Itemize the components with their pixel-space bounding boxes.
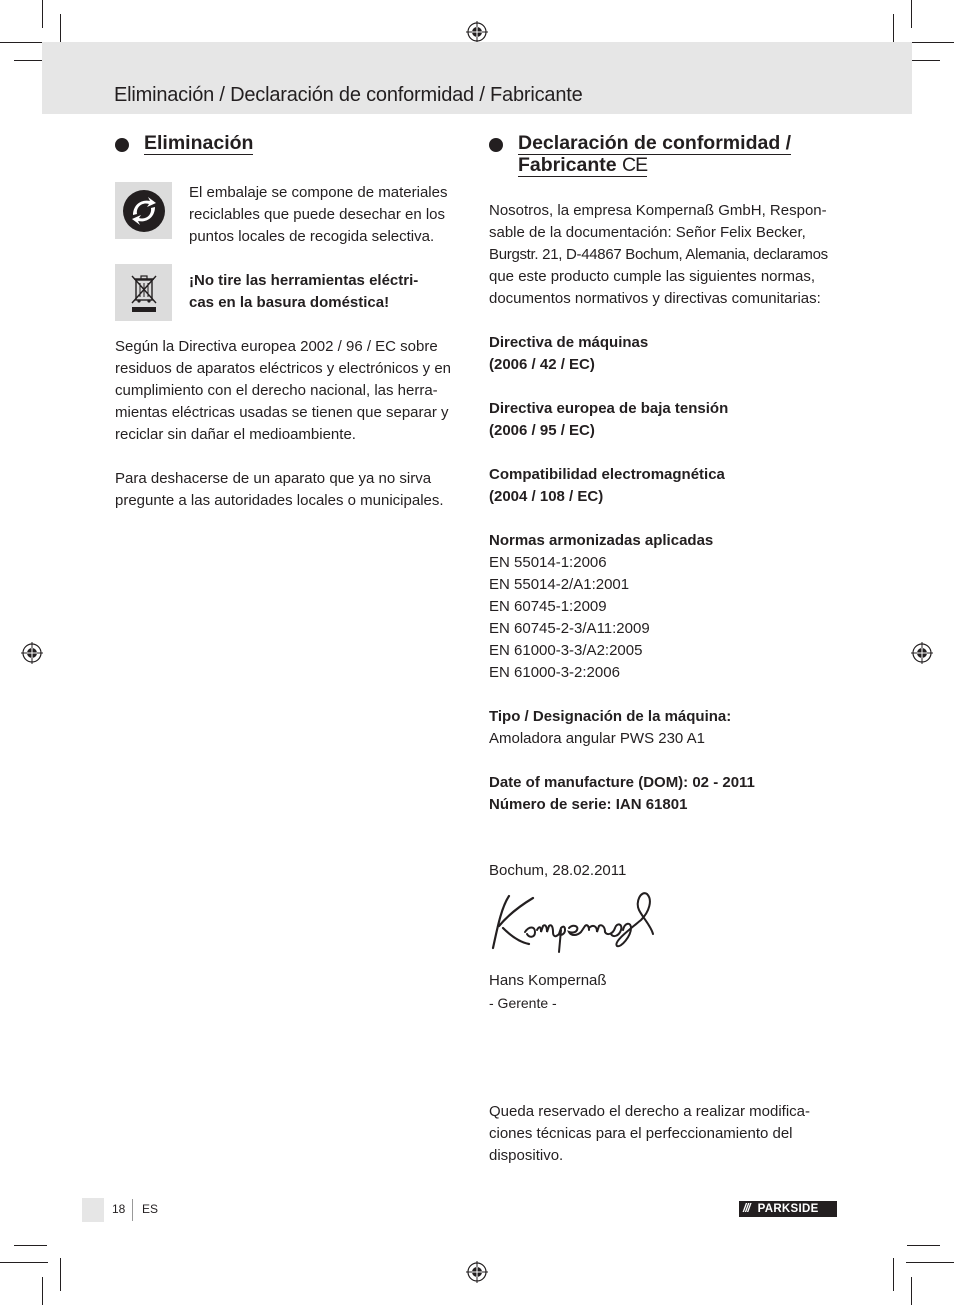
directive-low-voltage [489,398,849,442]
type-value: Amoladora angular PWS 230 A1 [489,730,705,747]
text-line: Directiva de máquinas [489,334,649,351]
text-line: Queda reservado el derecho a realizar modifica- [489,1103,810,1120]
packaging-block [115,182,465,248]
crop-mark [907,1245,940,1246]
text-line: Directiva europea de baja tensión [489,400,729,417]
signer-role: - Gerente - [489,995,557,1011]
standards-list [489,530,849,684]
crop-mark [0,1262,48,1263]
conformity-section [489,128,849,1167]
text-line: dispositivo. [489,1147,564,1164]
text-line: ciones técnicas para el perfeccionamiento del [489,1125,793,1142]
disposal-section [115,128,465,512]
disposal-title: Eliminación [144,132,254,154]
registration-mark-icon [466,1261,488,1283]
text-line: Compatibilidad electromagnética [489,466,725,483]
crop-mark [42,1277,43,1305]
registration-mark-icon [911,642,933,664]
section-title [144,132,253,154]
text-line: El embalaje se compone de materiales [189,184,448,201]
text-line: Nosotros, la empresa Kompernaß GmbH, Respon- [489,202,827,219]
standards-title: Normas armonizadas aplicadas [489,532,714,549]
bullet-icon [115,138,129,152]
text-line: (2006 / 42 / EC) [489,356,595,373]
text-line: Según la Directiva europea 2002 / 96 / EC sobre [115,338,438,355]
intro-paragraph [489,200,849,310]
text-line: pregunte a las autoridades locales o municipales. [115,492,444,509]
language-code: ES [142,1202,159,1216]
footer-divider [132,1199,133,1221]
directive-emc [489,464,849,508]
page-title: Eliminación / Declaración de conformidad / Fabricante [114,84,583,106]
crop-mark [911,1277,912,1305]
crossed-bin-icon-box [115,264,172,321]
text-line: cumplimiento con el derecho nacional, las herra- [115,382,438,399]
directive-machinery [489,332,849,376]
crop-mark [911,0,912,28]
registration-mark-icon [466,21,488,43]
list-item: EN 61000-3-3/A2:2005 [489,642,643,659]
text-line: mientas eléctricas usadas se tienen que separar y [115,404,449,421]
directive-paragraph [115,336,465,446]
footer-box [82,1198,104,1222]
list-item: EN 60745-1:2009 [489,598,607,615]
disposal-paragraph [115,468,465,512]
crossed-bin-icon [127,272,161,314]
crop-mark [14,1245,47,1246]
dom-line: Date of manufacture (DOM): 02 - 2011 [489,774,755,791]
recycling-icon-box [115,182,172,239]
bullet-icon [489,138,503,152]
crop-mark [893,1258,894,1291]
crop-mark [906,42,954,43]
production-info [489,772,849,816]
text-line: Burgstr. 21, D-44867 Bochum, Alemania, declaramos [489,246,828,263]
crop-mark [0,42,48,43]
conformity-title-line2: Fabricante [518,154,617,176]
type-label: Tipo / Designación de la máquina: [489,708,732,725]
text-line: (2004 / 108 / EC) [489,488,604,505]
text-line: sable de la documentación: Señor Felix Becker, [489,224,806,241]
logo-mark-icon: /// [743,1203,750,1215]
parkside-logo [739,1201,837,1217]
conformity-title-line1: Declaración de conformidad / [518,132,792,154]
list-item: EN 61000-3-2:2006 [489,664,620,681]
text-line: ¡No tire las herramientas eléctri- [189,272,419,289]
crop-mark [60,1258,61,1291]
serial-line: Número de serie: IAN 61801 [489,796,688,813]
text-line: puntos locales de recogida selectiva. [189,228,435,245]
text-line: documentos normativos y directivas comunitarias: [489,290,821,307]
text-line: que este producto cumple las siguientes normas, [489,268,816,285]
crop-mark [906,1262,954,1263]
section-title [518,128,791,176]
text-line: Para deshacerse de un aparato que ya no sirva [115,470,432,487]
text-line: reciclables que puede desechar en los [189,206,446,223]
text-line: reciclar sin dañar el medioambiente. [115,426,356,443]
place-date: Bochum, 28.02.2011 [489,862,627,879]
signature-image [489,886,664,956]
conformity-heading [489,128,849,176]
text-line: cas en la basura doméstica! [189,294,390,311]
registration-mark-icon [21,642,43,664]
packaging-text [189,182,447,248]
list-item: EN 55014-2/A1:2001 [489,576,630,593]
crop-mark [42,0,43,28]
machine-type [489,706,849,750]
ce-mark-icon: CE [622,154,648,176]
warning-block [115,264,465,321]
warning-text [189,270,418,314]
closing-paragraph [489,1101,849,1167]
text-line: residuos de aparatos eléctricos y electrónicos y en [115,360,452,377]
text-line: (2006 / 95 / EC) [489,422,595,439]
disposal-heading [115,128,465,154]
page-number: 18 [112,1202,126,1216]
recycling-icon [121,188,167,234]
list-item: EN 55014-1:2006 [489,554,607,571]
logo-text: PARKSIDE [757,1203,819,1215]
signer-name: Hans Kompernaß [489,972,607,989]
list-item: EN 60745-2-3/A11:2009 [489,620,650,637]
